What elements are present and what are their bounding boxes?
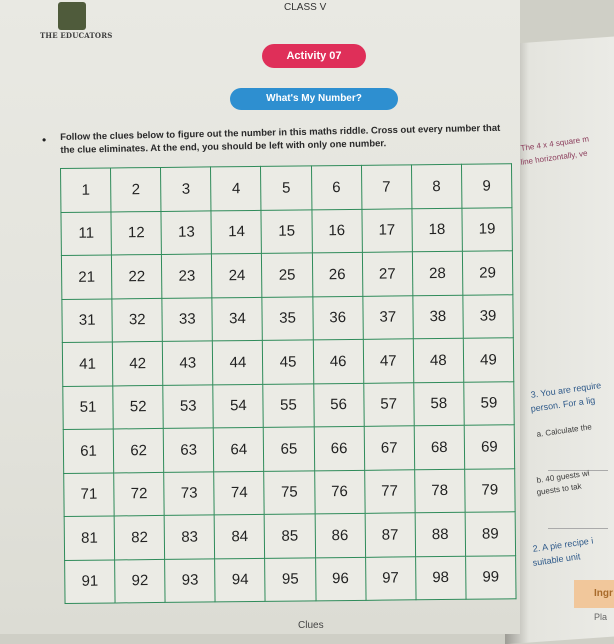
grid-row	[64, 468, 515, 516]
bullet-icon: •	[42, 133, 47, 147]
grid-cell[interactable]: 93	[165, 558, 216, 602]
grid-cell[interactable]: 24	[212, 253, 263, 297]
grid-cell[interactable]: 5	[261, 166, 312, 210]
grid-cell[interactable]: 28	[412, 251, 463, 295]
grid-row	[61, 251, 512, 299]
grid-cell[interactable]: 76	[314, 470, 365, 514]
instructions-text: Follow the clues below to figure out the number in this maths riddle. Cross out every number that the clue eliminates. At the end, you should be left with only one number.	[60, 122, 501, 156]
school-logo-icon	[58, 2, 86, 30]
grid-cell[interactable]: 14	[211, 210, 262, 254]
grid-cell[interactable]: 71	[64, 472, 115, 516]
grid-cell[interactable]: 35	[262, 296, 313, 340]
grid-cell[interactable]: 18	[412, 208, 463, 252]
right-page-text: a. Calculate the	[536, 422, 593, 439]
grid-row	[63, 381, 514, 429]
grid-cell[interactable]: 47	[363, 339, 414, 383]
grid-row	[62, 294, 513, 342]
grid-cell[interactable]: 8	[411, 164, 462, 208]
grid-cell[interactable]: 54	[213, 384, 264, 428]
grid-cell[interactable]: 29	[462, 251, 513, 295]
grid-cell[interactable]: 38	[413, 295, 464, 339]
grid-row	[64, 512, 515, 560]
grid-cell[interactable]: 49	[463, 338, 514, 382]
grid-cell[interactable]: 32	[112, 298, 163, 342]
grid-cell[interactable]: 12	[111, 211, 162, 255]
grid-cell[interactable]: 87	[365, 513, 416, 557]
grid-cell[interactable]: 85	[265, 514, 316, 558]
right-page-text: 3. You are require	[530, 380, 602, 400]
number-grid-wrapper	[60, 163, 517, 604]
right-page-text: Ingr	[594, 588, 613, 599]
grid-cell[interactable]: 31	[62, 298, 113, 342]
grid-cell[interactable]: 44	[213, 340, 264, 384]
grid-cell[interactable]: 11	[61, 211, 112, 255]
grid-cell[interactable]: 9	[461, 164, 512, 208]
grid-cell[interactable]: 56	[313, 383, 364, 427]
grid-cell[interactable]: 77	[364, 469, 415, 513]
grid-cell[interactable]: 13	[161, 210, 212, 254]
grid-cell[interactable]: 74	[214, 471, 265, 515]
grid-cell[interactable]: 41	[62, 342, 113, 386]
grid-cell[interactable]: 39	[463, 294, 514, 338]
clues-heading: Clues	[298, 620, 324, 631]
grid-row	[63, 425, 514, 473]
grid-cell[interactable]: 15	[261, 209, 312, 253]
class-label: CLASS V	[284, 2, 327, 13]
grid-cell[interactable]: 17	[362, 208, 413, 252]
answer-line	[548, 528, 608, 529]
grid-row	[65, 555, 516, 603]
activity-subtitle: What's My Number?	[230, 88, 398, 110]
grid-cell[interactable]: 16	[311, 209, 362, 253]
grid-cell[interactable]: 96	[315, 557, 366, 601]
activity-badge: Activity 07	[262, 44, 366, 68]
grid-cell[interactable]: 22	[112, 254, 163, 298]
grid-cell[interactable]: 84	[214, 514, 265, 558]
grid-cell[interactable]: 36	[312, 296, 363, 340]
grid-cell[interactable]: 21	[61, 255, 112, 299]
grid-cell[interactable]: 1	[61, 168, 112, 212]
right-page-text: Pla	[594, 612, 608, 622]
grid-cell[interactable]: 53	[163, 384, 214, 428]
grid-row	[61, 164, 512, 212]
grid-cell[interactable]: 98	[415, 556, 466, 600]
grid-cell[interactable]: 92	[115, 559, 166, 603]
grid-cell[interactable]: 34	[212, 297, 263, 341]
right-page-text: person. For a lig	[530, 394, 596, 414]
number-grid	[60, 163, 517, 604]
grid-cell[interactable]: 69	[464, 425, 515, 469]
grid-cell[interactable]: 57	[363, 382, 414, 426]
grid-cell[interactable]: 48	[413, 338, 464, 382]
grid-cell[interactable]: 42	[112, 341, 163, 385]
grid-cell[interactable]: 95	[265, 557, 316, 601]
grid-cell[interactable]: 66	[314, 426, 365, 470]
grid-cell[interactable]: 46	[313, 339, 364, 383]
grid-cell[interactable]: 6	[311, 165, 362, 209]
right-page-text: 2. A pie recipe i	[532, 535, 594, 554]
grid-cell[interactable]: 88	[415, 512, 466, 556]
grid-cell[interactable]: 62	[113, 428, 164, 472]
grid-cell[interactable]: 27	[362, 252, 413, 296]
grid-cell[interactable]: 2	[111, 167, 162, 211]
grid-cell[interactable]: 52	[113, 385, 164, 429]
grid-cell[interactable]: 58	[414, 382, 465, 426]
grid-cell[interactable]: 51	[63, 385, 114, 429]
right-page-text: line horizontally, ve	[520, 148, 589, 167]
grid-cell[interactable]: 19	[462, 207, 513, 251]
grid-cell[interactable]: 72	[114, 472, 165, 516]
grid-row	[61, 207, 512, 255]
grid-cell[interactable]: 7	[361, 165, 412, 209]
grid-cell[interactable]: 33	[162, 297, 213, 341]
grid-cell[interactable]: 79	[465, 468, 516, 512]
right-page	[505, 36, 614, 644]
grid-cell[interactable]: 26	[312, 252, 363, 296]
logo-text: THE EDUCATORS	[40, 31, 113, 40]
grid-cell[interactable]: 75	[264, 470, 315, 514]
grid-cell[interactable]: 43	[163, 341, 214, 385]
grid-cell[interactable]: 55	[263, 383, 314, 427]
right-page-text: guests to tak	[536, 481, 583, 497]
grid-cell[interactable]: 3	[161, 167, 212, 211]
grid-cell[interactable]: 45	[263, 340, 314, 384]
grid-cell[interactable]: 4	[211, 166, 262, 210]
grid-cell[interactable]: 25	[262, 253, 313, 297]
grid-cell[interactable]: 65	[264, 427, 315, 471]
grid-cell[interactable]: 82	[114, 515, 165, 559]
right-page-text: The 4 x 4 square m	[520, 134, 590, 153]
grid-cell[interactable]: 68	[414, 425, 465, 469]
grid-cell[interactable]: 89	[465, 512, 516, 556]
grid-cell[interactable]: 67	[364, 426, 415, 470]
grid-cell[interactable]: 78	[414, 469, 465, 513]
grid-cell[interactable]: 94	[215, 558, 266, 602]
grid-cell[interactable]: 23	[162, 254, 213, 298]
grid-cell[interactable]: 73	[164, 471, 215, 515]
right-page-text: b. 40 guests wi	[536, 468, 591, 485]
grid-cell[interactable]: 64	[214, 427, 265, 471]
grid-cell[interactable]: 81	[64, 516, 115, 560]
grid-cell[interactable]: 97	[365, 556, 416, 600]
grid-cell[interactable]: 86	[315, 513, 366, 557]
grid-cell[interactable]: 91	[65, 559, 116, 603]
grid-cell[interactable]: 83	[164, 515, 215, 559]
grid-cell[interactable]: 59	[464, 381, 515, 425]
right-page-text: suitable unit	[532, 551, 581, 568]
grid-cell[interactable]: 37	[363, 295, 414, 339]
grid-cell[interactable]: 63	[163, 428, 214, 472]
grid-cell[interactable]: 99	[465, 555, 516, 599]
grid-cell[interactable]: 61	[63, 429, 114, 473]
grid-row	[62, 338, 513, 386]
